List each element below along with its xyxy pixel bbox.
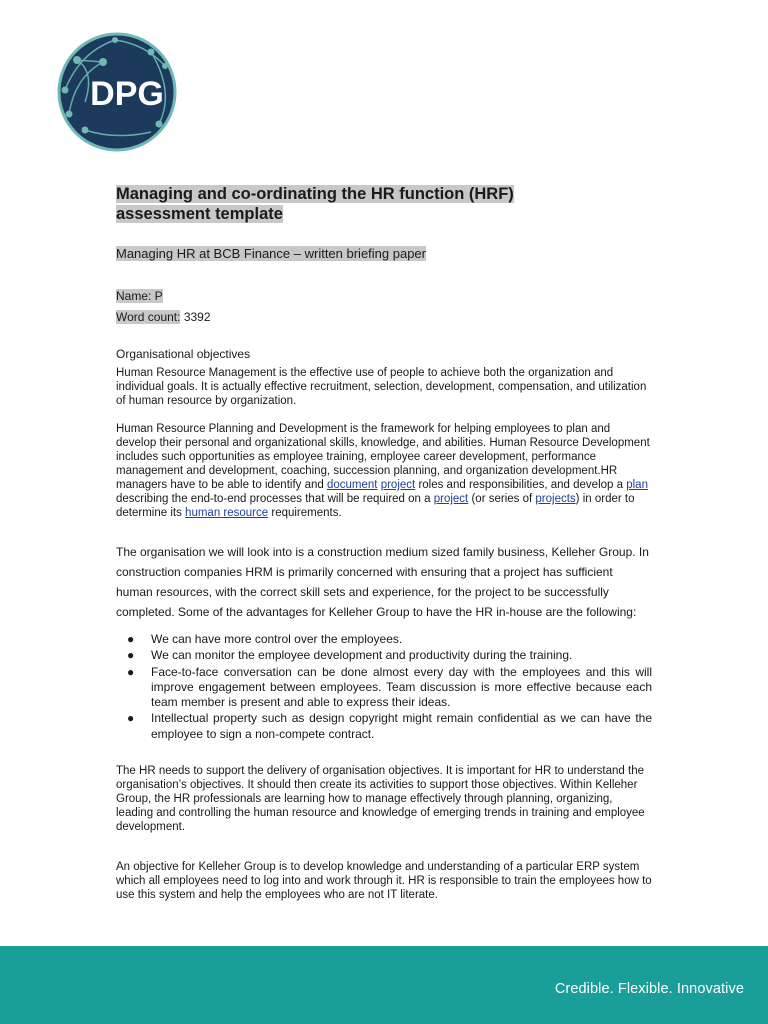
word-count (116, 310, 652, 325)
link-project[interactable]: project (380, 479, 416, 491)
link-human-resource[interactable]: human resource (185, 507, 269, 519)
section-heading: Organisational objectives (116, 347, 251, 361)
dpg-logo (55, 32, 179, 152)
bullet-icon: ● (127, 664, 135, 679)
title-line-1: Managing and co-ordinating the HR function (HRF) (116, 185, 514, 203)
document-body (116, 184, 652, 902)
footer-tagline: Credible. Flexible. Innovative (554, 981, 744, 997)
bullet-icon: ● (127, 632, 135, 646)
bullet-icon: ● (127, 711, 135, 726)
name-label: Name: P (116, 289, 163, 303)
advantages-list (116, 632, 652, 742)
bullet-icon: ● (127, 648, 135, 663)
list-item (116, 665, 652, 711)
p2-text-c: describing the end-to-end processes that will be required on a (116, 493, 431, 505)
author-name (116, 289, 652, 304)
list-item (116, 648, 652, 663)
wordcount-value: 3392 (183, 310, 211, 324)
link-document[interactable]: document (326, 479, 378, 491)
document-subtitle (116, 245, 652, 263)
list-item-text: Face-to-face conversation can be done almost every day with the employees and this will improve engagement between employees. Team discussion is more effective because each team member is present and able to express their ideas. (151, 664, 652, 710)
link-project-2[interactable]: project (433, 493, 469, 505)
p2-text-a: Human Resource Planning and Development is the framework for helping employees to plan and develop their personal and organizational skills, knowledge, and abilities. Human Resource Development includes such opportunities as employee training, employee career development, performance management and development, coaching, succession planning, and organization development.HR managers have to be able to identify and (116, 423, 650, 491)
list-item-text: We can monitor the employee development and productivity during the training. (151, 648, 573, 663)
subtitle-text: Managing HR at BCB Finance – written briefing paper (116, 246, 426, 261)
paragraph-hrpd (116, 422, 652, 520)
p2-text-b: roles and responsibilities, and develop a (418, 479, 624, 491)
list-item (116, 632, 652, 647)
p2-text-d: (or series of (471, 493, 533, 505)
paragraph-hr-support: The HR needs to support the delivery of organisation objectives. It is important for HR to understand the organisation’s objectives. It should then create its activities to support those objectives. Within Kelleher Group, the HR professionals are learning how to manage effectively through planning, organizing, leading and controlling the human resource and knowledge of emerging trends in training and employee development. (116, 765, 645, 834)
p2-text-f: requirements. (271, 507, 342, 519)
logo-text: DPG (90, 75, 164, 113)
wordcount-label: Word count: (116, 310, 181, 324)
document-title (116, 184, 652, 224)
link-plan[interactable]: plan (626, 479, 648, 491)
list-item (116, 711, 652, 742)
p2-text-e: ) in order to determine its (116, 493, 635, 519)
paragraph-erp: An objective for Kelleher Group is to develop knowledge and understanding of a particular ERP system which all employees need to log into and work through it. HR is responsible to train the employees how to use this system and help the employees who are not IT literate. (116, 861, 652, 902)
title-line-2: assessment template (116, 205, 283, 223)
paragraph-hrm: Human Resource Management is the effective use of people to achieve both the organization and individual goals. It is actually effective recruitment, selection, development, compensation, and utilization of human resource by organization. (116, 367, 647, 407)
list-item-text: Intellectual property such as design copyright might remain confidential as we can have the employee to sign a non-compete contract. (151, 711, 652, 741)
list-item-text: We can have more control over the employees. (151, 632, 403, 646)
link-projects[interactable]: projects (535, 493, 576, 505)
footer-band (0, 946, 768, 1024)
paragraph-kelleher: The organisation we will look into is a construction medium sized family business, Kelleher Group. In construction companies HRM is primarily concerned with ensuring that a project has sufficient human resources, with the correct skill sets and experience, for the project to be successfully completed. Some of the advantages for Kelleher Group to have the HR in-house are the following: (116, 545, 649, 619)
